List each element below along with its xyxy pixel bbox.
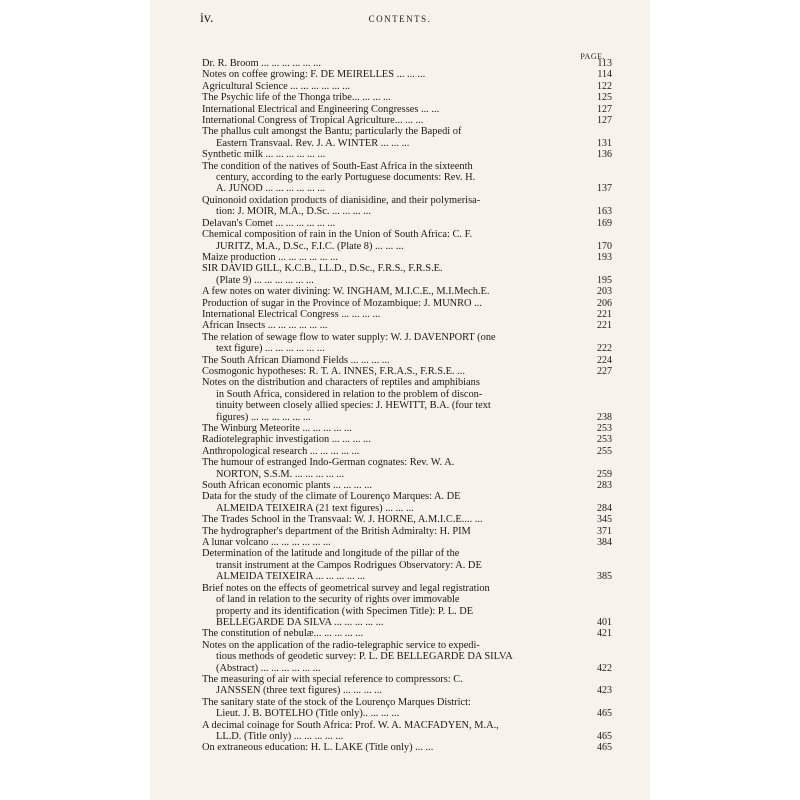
toc-entry — [202, 218, 612, 229]
entry-title-continuation: (Abstract) ... ... ... ... ... ... — [216, 662, 321, 674]
entry-title-continuation: transit instrument at the Campos Rodrigues Observatory: A. DE — [216, 559, 482, 571]
entry-page-number: 465 — [597, 708, 612, 720]
entry-title: Data for the study of the climate of Lourenço Marques: A. DE — [202, 491, 461, 503]
entry-page-number: 345 — [597, 514, 612, 526]
toc-entry — [202, 640, 612, 674]
entry-title-continuation: JURITZ, M.A., D.Sc., F.I.C. (Plate 8) ... ... ... — [216, 240, 404, 252]
entry-page-number: 206 — [597, 297, 612, 309]
entry-title: The measuring of air with special reference to compressors: C. — [202, 673, 463, 685]
toc-entry — [202, 298, 612, 309]
entry-title: The hydrographer's department of the British Admiralty: H. PIM — [202, 525, 471, 537]
entry-title-continuation: text figure) ... ... ... ... ... ... — [216, 343, 325, 355]
toc-entry — [202, 446, 612, 457]
toc-entry — [202, 58, 612, 69]
entry-title: The constitution of nebulæ... ... ... ... ... — [202, 628, 364, 640]
toc-entry — [202, 583, 612, 629]
running-title: CONTENTS. — [368, 14, 432, 24]
entry-page-number: 253 — [597, 434, 612, 446]
entry-page-number: 253 — [597, 423, 612, 434]
entry-page-number: 465 — [597, 730, 612, 742]
toc-entry — [202, 104, 612, 115]
entry-title: Quinonoid oxidation products of dianisidine, and their polymerisa- — [202, 194, 481, 206]
toc-entry — [202, 161, 612, 195]
entry-page-number: 401 — [597, 616, 612, 628]
toc-entry — [202, 81, 612, 92]
toc-entry — [202, 252, 612, 263]
entry-title: Agricultural Science ... ... ... ... ... ... — [202, 80, 351, 92]
entry-title: The phallus cult amongst the Bantu; particularly the Bapedi of — [202, 126, 462, 138]
entry-page-number: 224 — [597, 354, 612, 366]
toc-entry — [202, 195, 612, 218]
entry-title: The relation of sewage flow to water supply: W. J. DAVENPORT (one — [202, 331, 496, 343]
entry-page-number: 238 — [597, 411, 612, 423]
entry-page-number: 255 — [597, 445, 612, 457]
toc-entry — [202, 548, 612, 582]
entry-page-number: 423 — [597, 685, 612, 697]
entry-title-continuation: property and its identification (with Specimen Title): P. L. DE — [216, 605, 474, 617]
entry-title: Chemical composition of rain in the Union of South Africa: C. F. — [202, 229, 473, 241]
entry-page-number: 227 — [597, 365, 612, 377]
toc-entry — [202, 115, 612, 126]
entry-title-continuation: LL.D. (Title only) ... ... ... ... ... — [216, 730, 344, 742]
toc-entry — [202, 309, 612, 320]
entry-page-number: 371 — [597, 525, 612, 537]
entry-title-continuation: (Plate 9) ... ... ... ... ... ... — [216, 274, 314, 286]
entry-title-continuation: ALMEIDA TEIXEIRA ... ... ... ... ... — [216, 571, 366, 583]
entry-title-continuation: NORTON, S.S.M. ... ... ... ... ... — [216, 468, 345, 480]
entry-title: Cosmogonic hypotheses: R. T. A. INNES, F.R.A.S., F.R.S.E. ... — [202, 365, 465, 377]
entry-title-continuation: Eastern Transvaal. Rev. J. A. WINTER ... ... ... — [216, 137, 410, 149]
toc-entry — [202, 742, 612, 753]
toc-entry — [202, 423, 612, 434]
page-number: iv. — [200, 11, 214, 26]
toc-entry — [202, 434, 612, 445]
entry-title: African Insects ... ... ... ... ... ... — [202, 320, 328, 332]
entry-page-number: 221 — [597, 308, 612, 320]
entry-title: On extraneous education: H. L. LAKE (Title only) ... ... — [202, 742, 434, 754]
page-column-label: PAGE. — [580, 52, 605, 61]
entry-title: The Psychic life of the Thonga tribe... ... ... ... — [202, 92, 391, 104]
entry-page-number: 169 — [597, 217, 612, 229]
entry-page-number: 113 — [597, 58, 612, 69]
entry-title-continuation: tious methods of geodetic survey: P. L. DE BELLEGARDE DA SILVA — [216, 651, 513, 663]
toc-entry — [202, 697, 612, 720]
toc-entry — [202, 526, 612, 537]
entry-title: International Electrical Congress ... ... ... ... — [202, 308, 381, 320]
entry-page-number: 193 — [597, 251, 612, 263]
entry-title: A few notes on water divining: W. INGHAM, M.I.C.E., M.I.Mech.E. — [202, 286, 490, 298]
table-of-contents — [202, 58, 612, 754]
toc-entry — [202, 355, 612, 366]
toc-entry — [202, 366, 612, 377]
entry-title: Maize production ... ... ... ... ... ... — [202, 251, 338, 263]
entry-page-number: 137 — [597, 183, 612, 195]
entry-title: Anthropological research ... ... ... ... ... — [202, 445, 360, 457]
toc-entry — [202, 480, 612, 491]
entry-title: Brief notes on the effects of geometrical survey and legal registration — [202, 582, 490, 594]
entry-title-continuation: tion: J. MOIR, M.A., D.Sc. ... ... ... ... — [216, 206, 372, 218]
entry-title: Synthetic milk ... ... ... ... ... ... — [202, 149, 326, 161]
entry-page-number: 222 — [597, 343, 612, 355]
entry-title-continuation: BELLEGARDE DA SILVA ... ... ... ... ... — [216, 616, 384, 628]
entry-title-continuation: figures) ... ... ... ... ... ... — [216, 411, 311, 423]
entry-title: The condition of the natives of South-East Africa in the sixteenth — [202, 160, 473, 172]
toc-entry — [202, 457, 612, 480]
entry-title: Determination of the latitude and longitude of the pillar of the — [202, 548, 460, 560]
entry-title: The South African Diamond Fields ... ... ... ... — [202, 354, 390, 366]
entry-page-number: 203 — [597, 286, 612, 298]
toc-entry — [202, 491, 612, 514]
toc-entry — [202, 377, 612, 423]
entry-page-number: 170 — [597, 240, 612, 252]
book-page — [150, 0, 650, 800]
entry-page-number: 384 — [597, 537, 612, 549]
toc-entry — [202, 286, 612, 297]
entry-title: South African economic plants ... ... ... ... — [202, 480, 372, 492]
entry-title: SIR DAVID GILL, K.C.B., LL.D., D.Sc., F.R.S., F.R.S.E. — [202, 263, 443, 275]
toc-entry — [202, 332, 612, 355]
entry-page-number: 195 — [597, 274, 612, 286]
entry-page-number: 125 — [597, 92, 612, 104]
toc-entry — [202, 720, 612, 743]
entry-title-continuation: century, according to the early Portuguese documents: Rev. H. — [216, 172, 476, 184]
entry-page-number: 131 — [597, 137, 612, 149]
toc-entry — [202, 628, 612, 639]
entry-page-number: 127 — [597, 103, 612, 115]
entry-page-number: 114 — [597, 69, 612, 81]
entry-page-number: 284 — [597, 502, 612, 514]
entry-title: A lunar volcano ... ... ... ... ... ... — [202, 537, 331, 549]
entry-title-continuation: tinuity between closely allied species: J. HEWITT, B.A. (four text — [216, 400, 491, 412]
entry-title: Notes on the application of the radio-telegraphic service to expedi- — [202, 639, 480, 651]
entry-page-number: 465 — [597, 742, 612, 754]
entry-title: Production of sugar in the Province of Mozambique: J. MUNRO ... — [202, 297, 482, 309]
entry-title: International Congress of Tropical Agriculture... ... ... — [202, 115, 424, 127]
entry-page-number: 422 — [597, 662, 612, 674]
entry-title-continuation: ALMEIDA TEIXEIRA (21 text figures) ... ... ... — [216, 502, 414, 514]
entry-page-number: 163 — [597, 206, 612, 218]
entry-title: The humour of estranged Indo-German cognates: Rev. W. A. — [202, 457, 455, 469]
entry-page-number: 385 — [597, 571, 612, 583]
entry-title: Radiotelegraphic investigation ... ... ... ... — [202, 434, 371, 446]
entry-title: The sanitary state of the stock of the Lourenço Marques District: — [202, 696, 471, 708]
toc-entry — [202, 537, 612, 548]
entry-title: Dr. R. Broom ... ... ... ... ... ... — [202, 58, 321, 69]
entry-page-number: 136 — [597, 149, 612, 161]
toc-entry — [202, 514, 612, 525]
toc-entry — [202, 126, 612, 149]
entry-title-continuation: A. JUNOD ... ... ... ... ... ... — [216, 183, 326, 195]
entry-title: Notes on the distribution and characters of reptiles and amphibians — [202, 377, 480, 389]
toc-entry — [202, 69, 612, 80]
entry-title-continuation: JANSSEN (three text figures) ... ... ... ... — [216, 685, 382, 697]
entry-title-continuation: in South Africa, considered in relation to the problem of discon- — [216, 388, 483, 400]
toc-entry — [202, 229, 612, 252]
entry-page-number: 122 — [597, 80, 612, 92]
entry-page-number: 283 — [597, 480, 612, 492]
toc-entry — [202, 92, 612, 103]
entry-title: International Electrical and Engineering Congresses ... ... — [202, 103, 440, 115]
entry-page-number: 221 — [597, 320, 612, 332]
entry-title: The Winburg Meteorite ... ... ... ... ... — [202, 423, 352, 434]
entry-title: The Trades School in the Transvaal: W. J. HORNE, A.M.I.C.E.... ... — [202, 514, 483, 526]
entry-page-number: 421 — [597, 628, 612, 640]
toc-entry — [202, 263, 612, 286]
page-header — [200, 11, 600, 31]
toc-entry — [202, 674, 612, 697]
entry-title-continuation: Lieut. J. B. BOTELHO (Title only).. ... ... ... — [216, 708, 400, 720]
entry-page-number: 127 — [597, 115, 612, 127]
toc-entry — [202, 320, 612, 331]
toc-entry — [202, 149, 612, 160]
entry-title-continuation: of land in relation to the security of rights over immovable — [216, 594, 460, 606]
entry-title: Notes on coffee growing: F. DE MEIRELLES ... ... ... — [202, 69, 426, 81]
entry-title: Delavan's Comet ... ... ... ... ... ... — [202, 217, 336, 229]
entry-title: A decimal coinage for South Africa: Prof. W. A. MACFADYEN, M.A., — [202, 719, 499, 731]
entry-page-number: 259 — [597, 468, 612, 480]
